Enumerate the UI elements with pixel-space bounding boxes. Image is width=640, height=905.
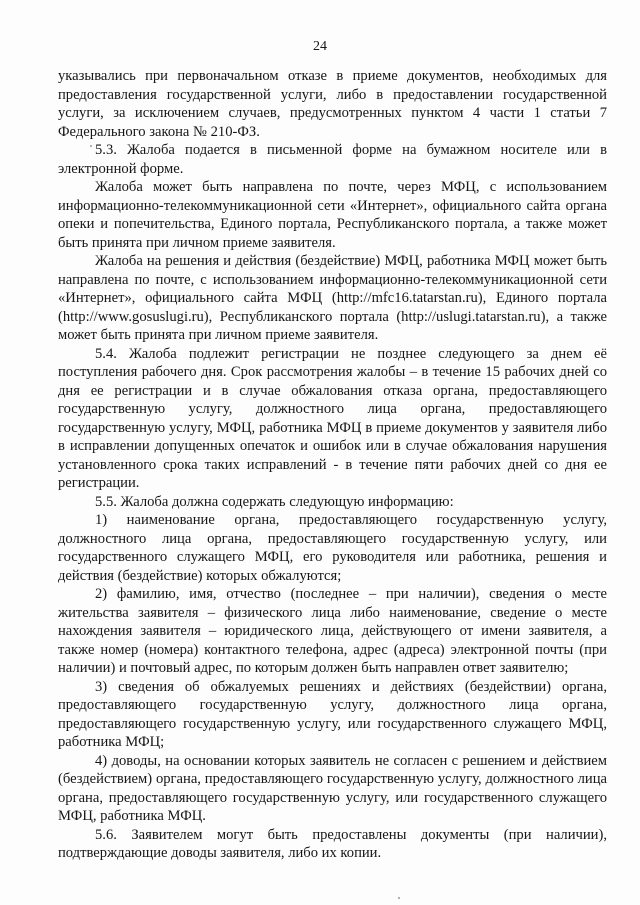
list-item-4: 4) доводы, на основании которых заявитель не согласен с решением и действием (бездействием) органа, предоставляющего государственную услугу, должностного лица органа, предоставляющего государственную услугу, или государственного служащего МФЦ, работника МФЦ.: [58, 752, 607, 824]
paragraph-complaint-channels: Жалоба может быть направлена по почте, через МФЦ, с использованием информационно-телекоммуникационной сети «Интернет», официального сайта органа опеки и попечительства, Единого портала, Республиканского портала, а также может быть принята при личном приеме заявителя.: [58, 179, 607, 251]
list-item-3: 3) сведения об обжалуемых решениях и действиях (бездействии) органа, предоставляющего государственную услугу, должностного лица органа, предоставляющего государственную услугу, или государственного служащего МФЦ, работника МФЦ;: [58, 678, 607, 750]
paragraph-5-4: 5.4. Жалоба подлежит регистрации не позднее следующего за днем её поступления рабочего дня. Срок рассмотрения жалобы – в течение 15 рабочих дней со дня ее регистрации и в случае обжалования отказа органа, предоставляющего государственную услугу, должностного лица органа, предоставляющего государственную услугу, МФЦ, работника МФЦ в приеме документов у заявителя либо в исправлении допущенных опечаток и ошибок или в случае обжалования нарушения установленного срока таких исправлений - в течение пяти рабочих дней со дня ее регистрации.: [58, 345, 607, 491]
paragraph-5-3: 5.3. Жалоба подается в письменной форме на бумажном носителе или в электронной форме.: [58, 142, 607, 177]
page-number: 24: [313, 39, 327, 54]
paragraph-5-5: 5.5. Жалоба должна содержать следующую информацию:: [95, 493, 454, 510]
scan-speck: [90, 145, 92, 147]
paragraph-continuation: указывались при первоначальном отказе в приеме документов, необходимых для предоставления государственной услуги, либо в предоставлении государственной услуги, за исключением случаев, предусмотренных пунктом 4 части 1 статьи 7 Федерального закона № 210-ФЗ.: [58, 68, 607, 140]
document-body: [58, 67, 607, 863]
scan-speck: [398, 897, 400, 899]
list-item-2: 2) фамилию, имя, отчество (последнее – при наличии), сведения о месте жительства заявителя – физического лица либо наименование, сведение о месте нахождения заявителя – юридического лица, действующего от имени заявителя, а также номер (номера) контактного телефона, адрес (адреса) электронной почты (при наличии) и почтовый адрес, по которым должен быть направлен ответ заявителю;: [58, 586, 607, 676]
paragraph-5-6: 5.6. Заявителем могут быть предоставлены документы (при наличии), подтверждающие доводы заявителя, либо их копии.: [58, 826, 607, 861]
list-item-1: 1) наименование органа, предоставляющего государственную услугу, должностного лица органа, предоставляющего государственную услугу, или государственного служащего МФЦ, его руководителя или работника, решения и действия (бездействие) которых обжалуются;: [58, 512, 607, 584]
paragraph-mfc-complaint: Жалоба на решения и действия (бездействие) МФЦ, работника МФЦ может быть направлена по почте, с использованием информационно-телекоммуникационной сети «Интернет», официального сайта МФЦ (http://mfc16.tatarstan.ru), Единого портала (http://www.gosuslugi.ru), Республиканского портала (http://uslugi.tatarstan.ru), а также может быть принята при личном приеме заявителя.: [58, 253, 607, 343]
